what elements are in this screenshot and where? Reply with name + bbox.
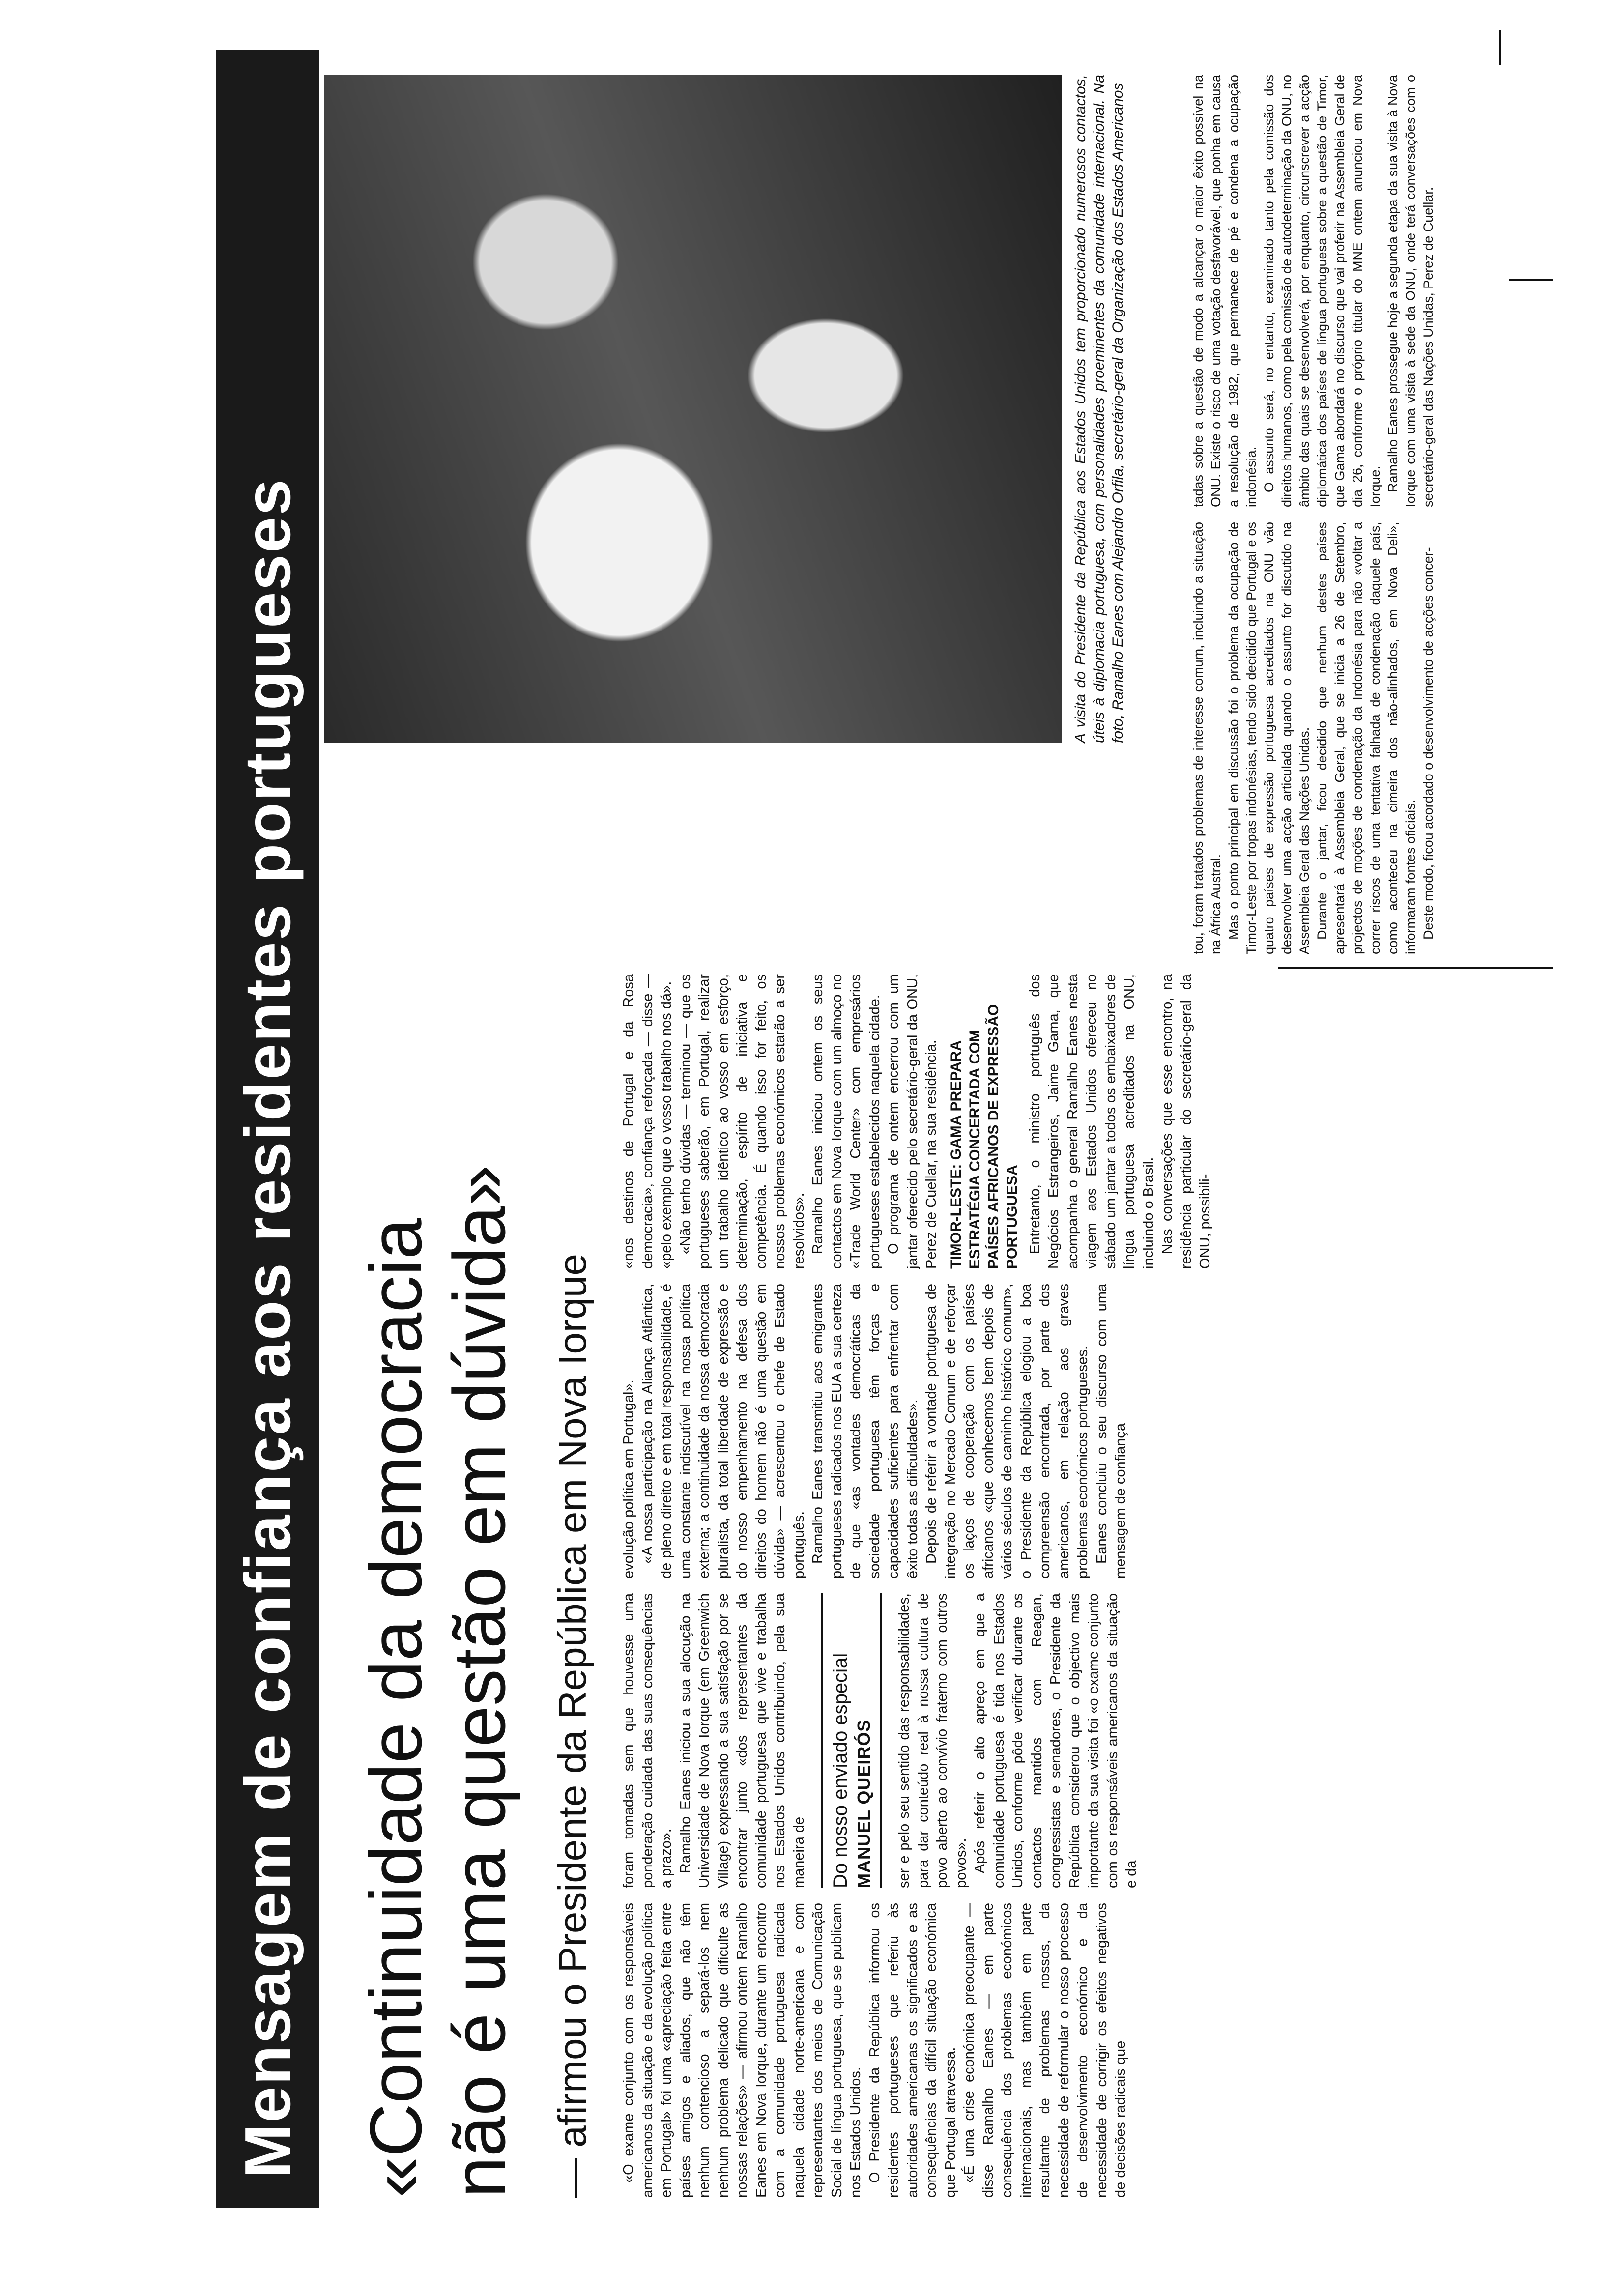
article-column-1 (619, 1903, 1563, 2198)
headline-line-2: não é uma questão em dúvida» (438, 1165, 520, 2198)
paragraph: Entretanto, o ministro português dos Negócios Estrangeiros, Jaime Gama, que acompanha o general Ramalho Eanes nesta viagem aos Estados Unidos ofereceu no sábado um jantar a todos os embaixadores de língua portuguesa acreditados na ONU, incluindo o Brasil. (1027, 974, 1156, 1269)
article-column-4 (619, 974, 1563, 1269)
paragraph: Ramalho Eanes prossegue hoje a segunda etapa da sua visita à Nova Iorque com uma visita à sede da ONU, onde terá conversações com o secretário-geral das Nações Unidas, Perez de Cuellar. (1385, 75, 1436, 507)
paragraph: Ramalho Eanes iniciou a sua alocução na Universidade de Nova Iorque (em Greenwich Village) expressando a sua satisfação por se encontrar junto «dos representantes da comunidade portuguesa que vive e trabalha nos Estados Unidos contribuindo, pela sua maneira de (677, 1593, 807, 1888)
paragraph: ser e pelo seu sentido das responsabilidades, para dar conteúdo real à nossa cultura de povo aberto ao convívio fraterno com outros povos». (896, 1593, 969, 1888)
news-photo (324, 75, 1062, 743)
paragraph: «Não tenho dúvidas — terminou — que os portugueses saberão, em Portugal, realizar um trabalho idêntico ao vosso em esforço, determinação, espírito de iniciativa e competência. É quando isso for feito, os nossos problemas económicos estarão a ser resolvidos». (677, 974, 807, 1269)
article-column-5 (1189, 522, 1563, 954)
photo-caption: A visita do Presidente da República aos Estados Unidos tem proporcionado numerosos contactos, úteis à diplomacia portuguesa, com personalidades proeminentes da comunidade internacional. Na foto, Ramalho Eanes com Alejandro Orfila, secretário-geral da Organização dos Estados Americanos (1072, 75, 1126, 743)
byline (821, 1593, 882, 1888)
column-rule (1278, 967, 1553, 969)
paragraph: Nas conversações que esse encontro, na residência particular do secretário-geral da ONU, possibili- (1159, 974, 1213, 1269)
paragraph: Eanes concluiu o seu discurso com uma mensagem de confiança (1094, 1284, 1128, 1578)
byline-author: MANUEL QUEIRÓS (854, 1719, 874, 1888)
article-column-3 (619, 1284, 1563, 1578)
paragraph: «A nossa participação na Aliança Atlântica, de pleno direito e em total responsabilidade, é uma constante indiscutível na nossa política externa; a continuidade da nossa democracia pluralista, da total liberdade de expressão e do nosso empenhamento na defesa dos direitos do homem não é uma questão em dúvida» — acrescentou o chefe de Estado português. (639, 1284, 807, 1578)
article-column-2 (619, 1593, 1563, 1888)
paragraph: tou, foram tratados problemas de interesse comum, incluindo a situação na África Austral. (1191, 522, 1223, 954)
byline-intro: Do nosso enviado especial (830, 1653, 851, 1888)
headline (354, 723, 521, 2198)
paragraph: Durante o jantar, ficou decidido que nenhum destes países apresentará à Assembleia Geral, que se inicia a 26 de Setembro, projectos de moções de condenação da Indonésia para não «voltar a correr riscos de uma tentativa falhada de condenação daquele país, como aconteceu na cimeira dos não-alinhados, em Nova Deli», informaram fontes oficiais. (1315, 522, 1418, 954)
paragraph: tadas sobre a questão de modo a alcançar o maior êxito possível na ONU. Existe o risco de uma votação desfavorável, que ponha em causa a resolução de 1982, que permanece de pé e condena a ocupação indonésia. (1191, 75, 1259, 507)
paragraph: foram tomadas sem que houvesse uma ponderação cuidada das suas consequências a prazo». (621, 1593, 674, 1888)
end-rule (1499, 30, 1501, 65)
paragraph: «É uma crise económica preocupante — disse Ramalho Eanes — em parte consequência dos problemas económicos internacionais, mas também em parte resultante de problemas nossos, da necessidade de reformular o nosso processo de desenvolvimento económico e da necessidade de corrigir os efeitos negativos de decisões radicais que (961, 1903, 1128, 2198)
banner-title: Mensagem de confiança aos residentes portugueses (216, 50, 319, 2208)
paragraph: Ramalho Eanes transmitiu aos emigrantes portugueses radicados nos EUA a sua certeza de que «as vontades democráticas da sociedade portuguesa têm forças e capacidades suficientes para enfrentar com êxito todas as dificuldades». (810, 1284, 921, 1578)
paragraph: Depois de referir a vontade portuguesa de integração no Mercado Comum e de reforçar os laços de cooperação com os países africanos «que conhecemos bem depois de vários séculos de caminho histórico comum», o Presidente da República elogiou a boa compreensão encontrada, por parte dos americanos, em relação aos graves problemas económicos portugueses. (923, 1284, 1091, 1578)
article-column-6 (1189, 75, 1563, 507)
paragraph: Mas o ponto principal em discussão foi o problema da ocupação de Timor-Leste por tropas indonésias, tendo sido decidido que Portugal e os quatro países de expressão portuguesa acreditados na ONU vão desenvolver uma acção articulada quando o assunto for discutido na Assembleia Geral das Nações Unidas. (1226, 522, 1312, 954)
paragraph: «nos destinos de Portugal e da Rosa democracia», confiança reforçada — disse — «pelo exemplo que o vosso trabalho nos dá». (621, 974, 674, 1269)
section-heading: TIMOR-LESTE: GAMA PREPARA ESTRATÉGIA CONCERTADA COM PAÍSES AFRICANOS DE EXPRESSÃO PORTUGUESA (948, 1004, 1020, 1269)
paragraph: O assunto será, no entanto, examinado tanto pela comissão dos direitos humanos, como pela comissão de autodeterminação da ONU, no âmbito das quais se desenvolverá, por enquanto, circunscrever a acção diplomática dos países de língua portuguesa sobre a questão de Timor, que Gama abordará no discurso que vai proferir na Assembleia Geral de dia 26, conforme o próprio titular do MNE ontem anunciou em Nova Iorque. (1262, 75, 1382, 507)
headline-line-1: «Continuidade da democracia (354, 1218, 437, 2198)
paragraph: O programa de ontem encerrou com um jantar oferecido pelo secretário-geral da ONU, Perez de Cuellar, na sua residência. (886, 974, 939, 1269)
subheadline: — afirmou o Presidente da República em Nova Iorque (550, 1253, 594, 2198)
paragraph: «O exame conjunto com os responsáveis americanos da situação e da evolução política em Portugal» foi uma «apreciação feita entre países amigos e aliados, que não têm nenhum contencioso a separá-los nem nenhum problema delicado que dificulte as nossas relações» — afirmou ontem Ramalho Eanes em Nova Iorque, durante um encontro com a comunidade portuguesa radicada naquela cidade norte-americana e com representantes dos meios de Comunicação Social de língua portuguesa, que se publicam nos Estados Unidos. (621, 1903, 864, 2198)
paragraph: Ramalho Eanes iniciou ontem os seus contactos em Nova Iorque com um almoço no «Trade World Center» com empresários portugueses estabelecidos naquela cidade. (810, 974, 883, 1269)
paragraph: evolução política em Portugal». (621, 1379, 636, 1578)
paragraph: Deste modo, ficou acordado o desenvolvimento de acções concer- (1421, 547, 1436, 940)
paragraph: Após referir o alto apreço em que a comunidade portuguesa é tida nos Estados Unidos, conforme pôde verificar durante os contactos mantidos com Reagan, congressistas e senadores, o Presidente da República considerou que o objectivo mais importante da sua visita foi «o exame conjunto com os responsáveis americanos da situação e da (972, 1593, 1139, 1888)
end-tick (1509, 279, 1553, 281)
paragraph: O Presidente da República informou os residentes portugueses que referiu às autoridades americanas os significados e as consequências da difícil situação económica que Portugal atravessa. (866, 1903, 958, 2198)
